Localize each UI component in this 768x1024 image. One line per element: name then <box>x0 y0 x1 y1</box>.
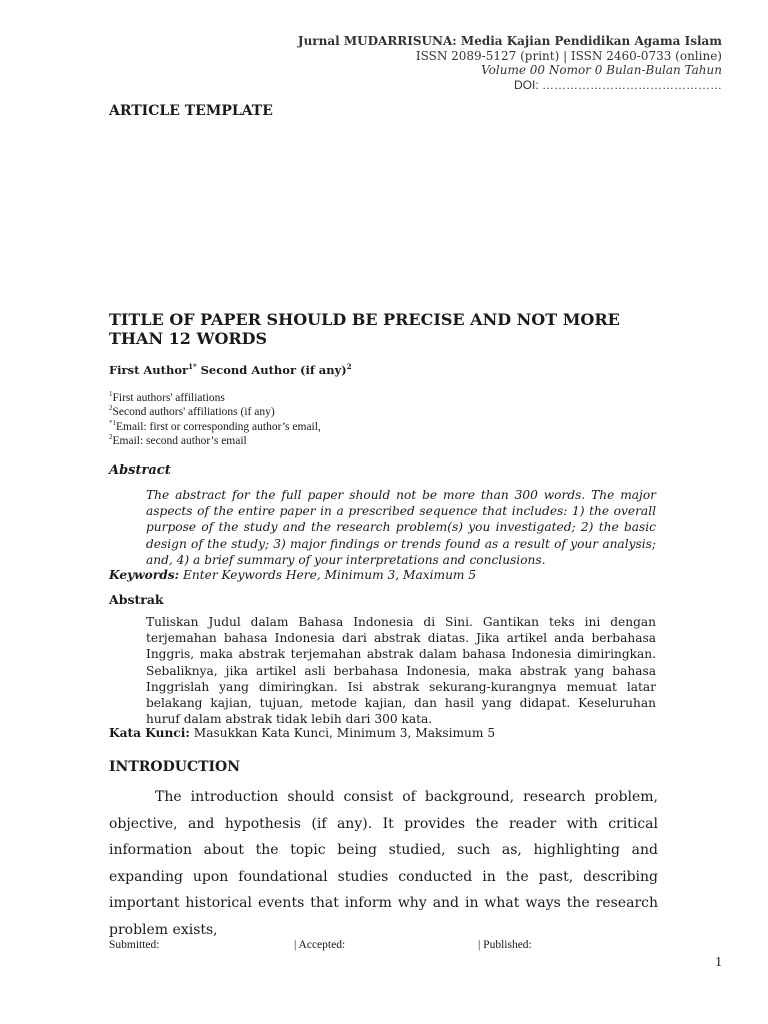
page-number: 1 <box>715 955 722 970</box>
doi-line: DOI: ……………………………………… <box>513 78 722 92</box>
footer-submitted: Submitted: <box>109 939 160 951</box>
kata-kunci-label: Kata Kunci: <box>109 726 190 740</box>
second-author-sup: 2 <box>346 362 352 372</box>
abstrak-text: Tuliskan Judul dalam Bahasa Indonesia di Sini. Gantikan teks ini dengan terjemahan bahasa Indonesia dari abstrak diatas. Jika artikel anda berbahasa Inggris, maka abstrak terjemahan abstrak dalam bahasa Indonesia dimiringkan. Sebaliknya, jika artikel asli berbahasa Indonesia, maka abstrak yang bahasa Inggrislah yang dimiringkan. Isi abstrak sekurang-kurangnya memuat latar belakang kajian, tujuan, metode kajian, dan hasil yang didapat. Keseluruhan huruf dalam abstrak tidak lebih dari 300 kata. <box>146 615 656 727</box>
first-author: First Author <box>109 363 189 377</box>
kata-kunci-value: Masukkan Kata Kunci, Minimum 3, Maksimum 5 <box>189 726 496 740</box>
introduction-heading: INTRODUCTION <box>109 759 241 775</box>
paper-title: TITLE OF PAPER SHOULD BE PRECISE AND NOT MORE THAN 12 WORDS <box>109 310 620 348</box>
keywords-line <box>109 568 669 582</box>
keywords-label: Keywords: <box>109 568 180 582</box>
author-line <box>109 363 352 377</box>
volume-line: Volume 00 Nomor 0 Bulan-Bulan Tahun <box>481 63 722 77</box>
journal-name: Jurnal MUDARRISUNA: Media Kajian Pendidikan Agama Islam <box>297 34 722 48</box>
abstract-heading: Abstract <box>109 463 171 478</box>
email-1: $^{*1}$Email: first or corresponding author’s email, <box>109 419 321 433</box>
keywords-value: Enter Keywords Here, Minimum 3, Maximum 5 <box>179 568 477 582</box>
email-2: $^2$Email: second author’s email <box>109 433 247 447</box>
abstrak-heading: Abstrak <box>109 592 164 607</box>
abstract-text: The abstract for the full paper should not be more than 300 words. The major aspects of the entire paper in a prescribed sequence that includes: 1) the overall purpose of the study and the research problem(s) you investigated; 2) the basic design of the study; 3) major findings or trends found as a result of your analysis; and, 4) a brief summary of your interpretations and conclusions. <box>146 488 656 567</box>
kata-kunci-line <box>109 726 669 740</box>
issn-line: ISSN 2089-5127 (print) | ISSN 2460-0733 (online) <box>415 49 722 63</box>
introduction-text <box>109 784 658 943</box>
second-author: Second Author (if any) <box>196 363 347 377</box>
first-author-sup: 1* <box>188 362 197 372</box>
affiliation-2: $^2$Second authors' affiliations (if any) <box>109 404 275 418</box>
template-label: ARTICLE TEMPLATE <box>109 103 273 119</box>
footer-accepted: | Accepted: <box>294 939 346 951</box>
introduction-body: The introduction should consist of background, research problem, objective, and hypothesis (if any). It provides the reader with critical information about the topic being studied, such as, highlighting and expanding upon foundational studies conducted in the past, describing important historical events that inform why and in what ways the research problem exists, <box>109 789 658 938</box>
affiliation-1: $^1$First authors' affiliations <box>109 390 225 404</box>
footer-published: | Published: <box>478 939 532 951</box>
